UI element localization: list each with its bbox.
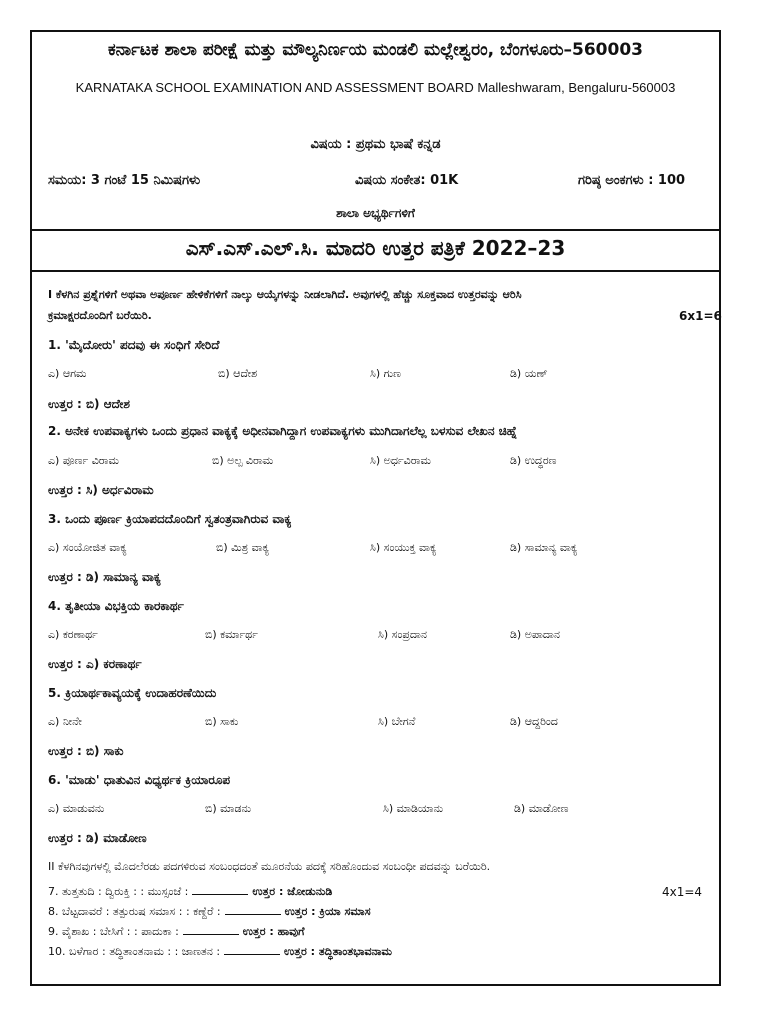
question-3: 3. ಒಂದು ಪೂರ್ಣ ಕ್ರಿಯಾಪದದೊಂದಿಗೆ ಸ್ವತಂತ್ರವಾಗಿರುವ ವಾಕ್ಯ bbox=[48, 512, 292, 526]
section1-instruction-cont: ಕ್ರಮಾಕ್ಷರದೊಂದಿಗೆ ಬರೆಯಿರಿ. bbox=[48, 309, 152, 322]
question-5: 5. ಕ್ರಿಯಾರ್ಥಕಾವ್ಯಯಕ್ಕೆ ಉದಾಹರಣೆಯಿದು bbox=[48, 686, 217, 700]
subject-code: ವಿಷಯ ಸಂಕೇತ: 01K bbox=[355, 173, 459, 188]
option-b: ಬಿ) ಮಾಡನು bbox=[205, 802, 252, 815]
answer-blank bbox=[224, 954, 280, 955]
question-1: 1. 'ಮೈದೋರು' ಪದವು ಈ ಸಂಧಿಗೆ ಸೇರಿದೆ bbox=[48, 338, 220, 352]
answer-3: ಉತ್ತರ : ಡಿ) ಸಾಮಾನ್ಯ ವಾಕ್ಯ bbox=[48, 570, 161, 584]
option-a: ಎ) ಆಗಮ bbox=[48, 367, 87, 380]
option-a: ಎ) ಮಾಡುವನು bbox=[48, 802, 105, 815]
option-d: ಡಿ) ಸಾಮಾನ್ಯ ವಾಕ್ಯ bbox=[510, 541, 578, 554]
option-a: ಎ) ಸಂಯೋಜಿತ ವಾಕ್ಯ bbox=[48, 541, 127, 554]
section2-instruction: II ಕೆಳಗಿನವುಗಳಲ್ಲಿ ಮೊದಲೆರಡು ಪದಗಳಿರುವ ಸಂಬಂಧದಂತೆ ಮೂರನೆಯ ಪದಕ್ಕೆ ಸರಿಹೊಂದುವ ಸಂಬಂಧೀ ಪದವನ್ನು ಬರೆಯಿರಿ. bbox=[48, 860, 491, 873]
answer-4: ಉತ್ತರ : ಎ) ಕರಣಾರ್ಥ bbox=[48, 657, 142, 671]
answer-blank bbox=[183, 934, 239, 935]
option-d: ಡಿ) ಮಾಡೋಣ bbox=[514, 802, 569, 815]
answer-5: ಉತ್ತರ : ಬಿ) ಸಾಕು bbox=[48, 744, 124, 758]
option-d: ಡಿ) ಅಪಾದಾನ bbox=[510, 628, 561, 641]
option-d: ಡಿ) ಆದ್ದರಿಂದ bbox=[510, 715, 558, 728]
answer-blank bbox=[225, 914, 281, 915]
subject-line: ವಿಷಯ : ಪ್ರಥಮ ಭಾಷೆ ಕನ್ನಡ bbox=[310, 137, 441, 152]
option-b: ಬಿ) ಆದೇಶ bbox=[218, 367, 258, 380]
question-6: 6. 'ಮಾಡು' ಧಾತುವಿನ ವಿಧ್ಯರ್ಥಕ ಕ್ರಿಯಾರೂಪ bbox=[48, 773, 231, 787]
analogy-text: 9. ವೈಶಾಖ : ಬೇಸಿಗೆ : : ಪಾದುಕಾ : bbox=[48, 925, 179, 938]
page-title: ಎಸ್.ಎಸ್.ಎಲ್.ಸಿ. ಮಾದರಿ ಉತ್ತರ ಪತ್ರಿಕೆ 2022–23 bbox=[185, 236, 566, 260]
divider bbox=[30, 270, 721, 272]
section2-marks: 4x1=4 bbox=[662, 885, 703, 899]
analogy-10 bbox=[48, 945, 392, 959]
analogy-8 bbox=[48, 905, 371, 919]
analogy-7 bbox=[48, 885, 332, 899]
option-a: ಎ) ಪೂರ್ಣ ವಿರಾಮ bbox=[48, 454, 119, 467]
board-title-english: KARNATAKA SCHOOL EXAMINATION AND ASSESSMENT BOARD Malleshwaram, Bengaluru-560003 bbox=[75, 80, 676, 95]
divider bbox=[30, 229, 721, 231]
analogy-text: 8. ಬೆಟ್ಟದಾವರೆ : ತತ್ಪುರುಷ ಸಮಾಸ : : ಕಣ್ದೆರೆ : bbox=[48, 905, 221, 918]
answer-blank bbox=[192, 894, 248, 895]
option-c: ಸಿ) ಅರ್ಧವಿರಾಮ bbox=[370, 454, 431, 467]
analogy-answer: ಉತ್ತರ : ಜೋಡುನುಡಿ bbox=[252, 885, 333, 898]
answer-1: ಉತ್ತರ : ಬಿ) ಆದೇಶ bbox=[48, 397, 130, 411]
analogy-text: 7. ತುತ್ತತುದಿ : ದ್ವಿರುಕ್ತಿ : : ಮುಸ್ಸಂಜೆ : bbox=[48, 885, 189, 898]
option-c: ಸಿ) ಮಾಡಿಯಾನು bbox=[383, 802, 444, 815]
analogy-answer: ಉತ್ತರ : ತದ್ಧಿತಾಂತಭಾವನಾಮ bbox=[284, 945, 393, 958]
answer-6: ಉತ್ತರ : ಡಿ) ಮಾಡೋಣ bbox=[48, 831, 147, 845]
analogy-answer: ಉತ್ತರ : ಹಾವುಗೆ bbox=[242, 925, 305, 938]
analogy-9 bbox=[48, 925, 305, 939]
section1-instruction: I ಕೆಳಗಿನ ಪ್ರಶ್ನೆಗಳಿಗೆ ಅಥವಾ ಅಪೂರ್ಣ ಹೇಳಿಕೆಗಳಿಗೆ ನಾಲ್ಕು ಆಯ್ಕೆಗಳನ್ನು ನೀಡಲಾಗಿದೆ. ಅವುಗಳಲ್ಲಿ ಹೆಚ್ಚು ಸೂಕ್ತವಾದ ಉತ್ತರವನ್ನು ಆರಿಸಿ bbox=[48, 288, 522, 301]
question-2: 2. ಅನೇಕ ಉಪವಾಕ್ಯಗಳು ಒಂದು ಪ್ರಧಾನ ವಾಕ್ಯಕ್ಕೆ ಅಧೀನವಾಗಿದ್ದಾಗ ಉಪವಾಕ್ಯಗಳು ಮುಗಿದಾಗಲೆಲ್ಲ ಬಳಸುವ ಲೇಖನ ಚಿಹ್ನೆ bbox=[48, 424, 518, 438]
analogy-answer: ಉತ್ತರ : ಕ್ರಿಯಾ ಸಮಾಸ bbox=[284, 905, 371, 918]
option-b: ಬಿ) ಕರ್ಮಾರ್ಥ bbox=[205, 628, 258, 641]
option-b: ಬಿ) ಸಾಕು bbox=[205, 715, 239, 728]
section1-marks: 6x1=6 bbox=[679, 309, 722, 323]
option-c: ಸಿ) ಗುಣ bbox=[370, 367, 401, 380]
max-marks: ಗರಿಷ್ಠ ಅಂಕಗಳು : 100 bbox=[578, 173, 686, 188]
board-title-kannada: ಕರ್ನಾಟಕ ಶಾಲಾ ಪರೀಕ್ಷೆ ಮತ್ತು ಮೌಲ್ಯನಿರ್ಣಯ ಮಂಡಲಿ ಮಲ್ಲೇಶ್ವರಂ, ಬೆಂಗಳೂರು–560003 bbox=[107, 40, 643, 60]
option-c: ಸಿ) ಸಂಯುಕ್ತ ವಾಕ್ಯ bbox=[370, 541, 437, 554]
option-a: ಎ) ಕರಣಾರ್ಥ bbox=[48, 628, 98, 641]
option-c: ಸಿ) ಬೇಗನೆ bbox=[378, 715, 416, 728]
question-4: 4. ತೃತೀಯಾ ವಿಭಕ್ತಿಯ ಕಾರಕಾರ್ಥ bbox=[48, 599, 184, 613]
candidates-label: ಶಾಲಾ ಅಭ್ಯರ್ಥಿಗಳಿಗೆ bbox=[336, 206, 415, 220]
analogy-text: 10. ಬಳೆಗಾರ : ತದ್ಧಿತಾಂತನಾಮ : : ಜಾಣತನ : bbox=[48, 945, 221, 958]
time-label: ಸಮಯ: 3 ಗಂಟೆ 15 ನಿಮಿಷಗಳು bbox=[48, 173, 201, 188]
option-d: ಡಿ) ಯಣ್ bbox=[510, 367, 548, 380]
answer-2: ಉತ್ತರ : ಸಿ) ಅರ್ಧವಿರಾಮ bbox=[48, 483, 154, 497]
option-b: ಬಿ) ಅಲ್ಪ ವಿರಾಮ bbox=[212, 454, 274, 467]
option-a: ಎ) ನೀನೇ bbox=[48, 715, 82, 728]
option-d: ಡಿ) ಉದ್ಧರಣ bbox=[510, 454, 557, 467]
option-c: ಸಿ) ಸಂಪ್ರದಾನ bbox=[378, 628, 427, 641]
option-b: ಬಿ) ಮಿಶ್ರ ವಾಕ್ಯ bbox=[216, 541, 270, 554]
